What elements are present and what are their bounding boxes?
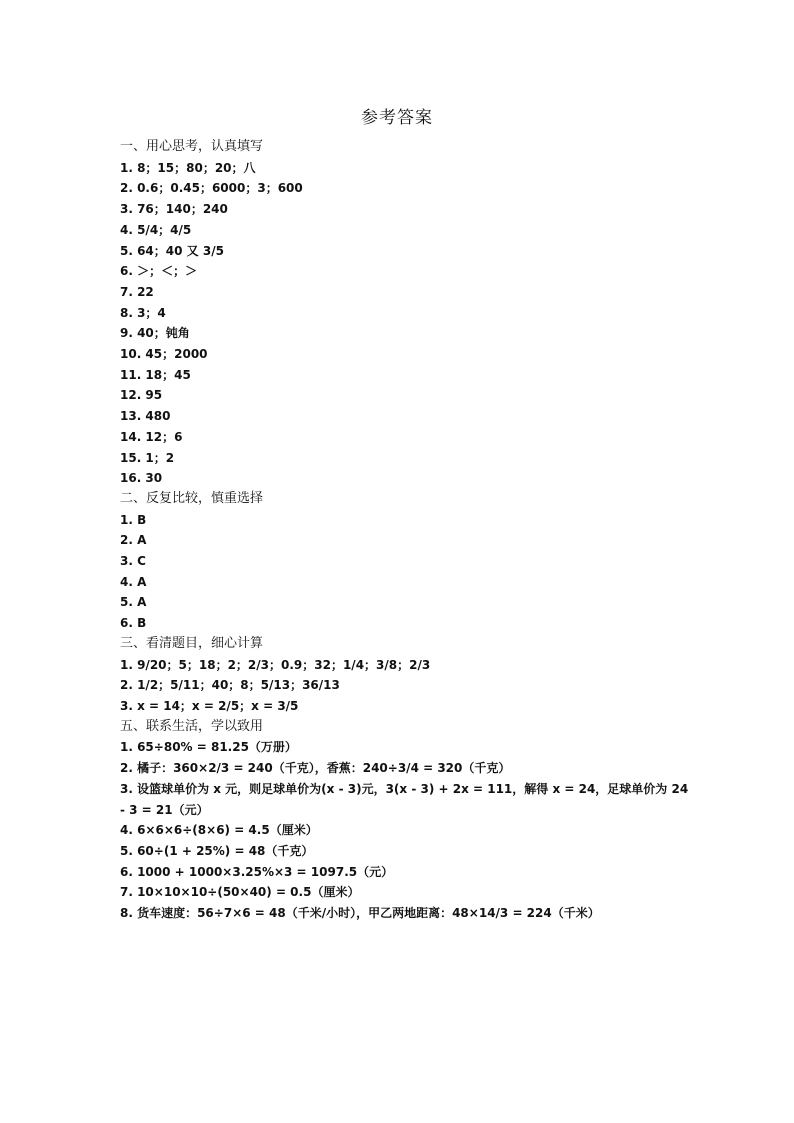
answer-item: 7. 22 bbox=[120, 284, 154, 299]
answer-item: 16. 30 bbox=[120, 471, 163, 486]
section-heading: 二、反复比较，慎重选择 bbox=[120, 490, 264, 506]
answer-item: 14. 12；6 bbox=[120, 429, 183, 444]
answer-item: 8. 3；4 bbox=[120, 305, 166, 320]
answer-item: 5. 64；40 又 3/5 bbox=[120, 243, 224, 258]
answer-item: 12. 95 bbox=[120, 388, 163, 403]
answer-item: 6. B bbox=[120, 616, 147, 631]
answer-item: 7. 10×10×10÷(50×40) = 0.5（厘米） bbox=[120, 885, 360, 900]
answer-item: 5. A bbox=[120, 595, 147, 610]
answer-item: 1. 9/20；5；18；2；2/3；0.9；32；1/4；3/8；2/3 bbox=[120, 657, 431, 672]
answer-item: 3. C bbox=[120, 554, 146, 569]
section-heading: 三、看清题目，细心计算 bbox=[120, 635, 264, 651]
section-fill-in bbox=[120, 137, 690, 489]
answer-item: 2. 橘子：360×2/3 = 240（千克），香蕉：240÷3/4 = 320（千克） bbox=[120, 761, 511, 776]
page-title: 参考答案 bbox=[361, 108, 433, 128]
section-application bbox=[120, 717, 690, 924]
answer-item: 9. 40；钝角 bbox=[120, 326, 190, 341]
answer-item: 2. A bbox=[120, 533, 147, 548]
answer-item: 2. 0.6；0.45；6000；3；600 bbox=[120, 181, 303, 196]
answer-item: 4. A bbox=[120, 574, 147, 589]
answer-item: 2. 1/2；5/11；40；8；5/13；36/13 bbox=[120, 678, 340, 693]
answer-item: 4. 6×6×6÷(8×6) = 4.5（厘米） bbox=[120, 823, 318, 838]
answer-item: 6. ＞；＜；＞ bbox=[120, 264, 198, 279]
answer-item: 4. 5/4；4/5 bbox=[120, 222, 192, 237]
answer-content bbox=[120, 137, 690, 924]
answer-item: 11. 18；45 bbox=[120, 367, 191, 382]
answer-item: 10. 45；2000 bbox=[120, 347, 208, 362]
section-multiple-choice bbox=[120, 489, 690, 634]
section-heading: 五、联系生活，学以致用 bbox=[120, 718, 264, 734]
answer-item: 1. 65÷80% = 81.25（万册） bbox=[120, 740, 297, 755]
answer-item: 8. 货车速度：56÷7×6 = 48（千米/小时），甲乙两地距离：48×14/3 = 224（千米） bbox=[120, 906, 600, 921]
section-heading: 一、用心思考，认真填写 bbox=[120, 139, 264, 154]
answer-item: 15. 1；2 bbox=[120, 450, 175, 465]
answer-item: 1. B bbox=[120, 512, 147, 527]
answer-item: 5. 60÷(1 + 25%) = 48（千克） bbox=[120, 843, 314, 858]
answer-item: 3. x = 14；x = 2/5；x = 3/5 bbox=[120, 698, 299, 713]
answer-item: 1. 8；15；80；20；八 bbox=[120, 160, 256, 175]
answer-item: 13. 480 bbox=[120, 409, 171, 424]
answer-item: 3. 设篮球单价为 x 元，则足球单价为(x - 3)元，3(x - 3) + 2x = 111，解得 x = 24，足球单价为 24 - 3 = 21（元） bbox=[120, 781, 689, 817]
answer-item: 3. 76；140；240 bbox=[120, 202, 228, 217]
section-calculation bbox=[120, 634, 690, 717]
answer-item: 6. 1000 + 1000×3.25%×3 = 1097.5（元） bbox=[120, 864, 394, 879]
